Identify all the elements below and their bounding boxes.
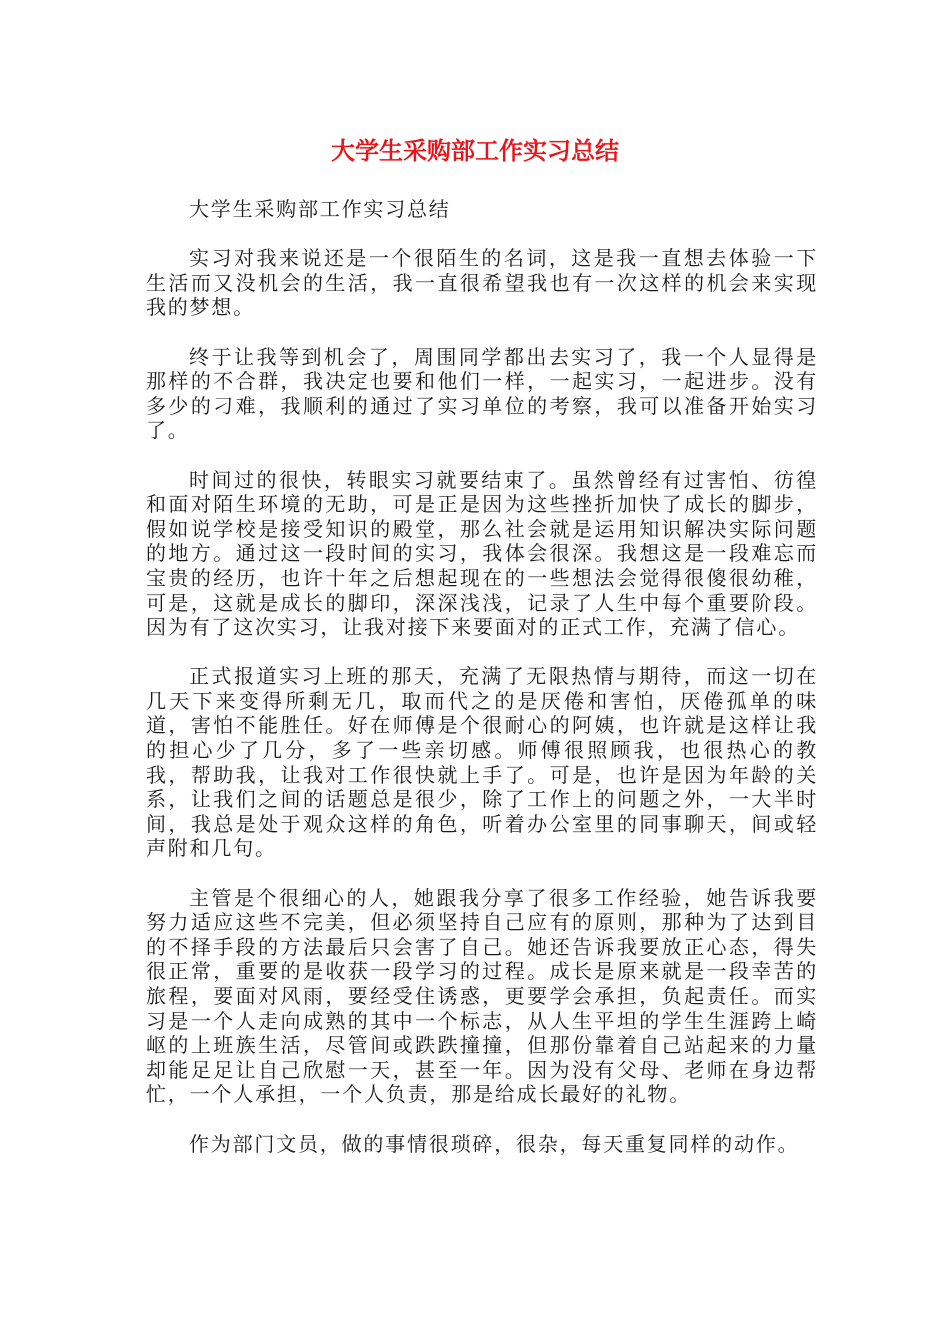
paragraph-5: 主管是个很细心的人，她跟我分享了很多工作经验，她告诉我要努力适应这些不完美，但必须坚持自己应有的原则，那种为了达到目的不择手段的方法最后只会害了自己。她还告诉我要放正心态，得失很正常，重要的是收获一段学习的过程。成长是原来就是一段幸苦的旅程，要面对风雨，要经受住诱惑，更要学会承担，负起责任。而实习是一个人走向成熟的其中一个标志，从人生平坦的学生生涯跨上崎岖的上班族生活，尽管间或跌跌撞撞，但那份靠着自己站起来的力量却能足足让自己欣慰一天，甚至一年。因为没有父母、老师在身边帮忙，一个人承担，一个人负责，那是给成长最好的礼物。 bbox=[146, 885, 818, 1107]
paragraph-3: 时间过的很快，转眼实习就要结束了。虽然曾经有过害怕、彷徨和面对陌生环境的无助，可是正是因为这些挫折加快了成长的脚步，假如说学校是接受知识的殿堂，那么社会就是运用知识解决实际问题的地方。通过这一段时间的实习，我体会很深。我想这是一段难忘而宝贵的经历，也许十年之后想起现在的一些想法会觉得很傻很幼稚，可是，这就是成长的脚印，深深浅浅，记录了人生中每个重要阶段。因为有了这次实习，让我对接下来要面对的正式工作，充满了信心。 bbox=[146, 467, 818, 640]
document-title: 大学生采购部工作实习总结 bbox=[331, 137, 619, 165]
paragraph-1: 实习对我来说还是一个很陌生的名词，这是我一直想去体验一下生活而又没机会的生活，我一直很希望我也有一次这样的机会来实现我的梦想。 bbox=[146, 246, 818, 320]
paragraph-subtitle: 大学生采购部工作实习总结 bbox=[189, 197, 451, 221]
paragraph-6: 作为部门文员，做的事情很琐碎，很杂，每天重复同样的动作。 bbox=[189, 1131, 800, 1156]
document-body bbox=[146, 197, 818, 1181]
paragraph-2: 终于让我等到机会了，周围同学都出去实习了，我一个人显得是那样的不合群，我决定也要和他们一样，一起实习，一起进步。没有多少的刁难，我顺利的通过了实习单位的考察，我可以准备开始实习了。 bbox=[146, 344, 818, 443]
paragraph-4: 正式报道实习上班的那天，充满了无限热情与期待，而这一切在几天下来变得所剩无几，取而代之的是厌倦和害怕，厌倦孤单的味道，害怕不能胜任。好在师傅是个很耐心的阿姨，也许就是这样让我的担心少了几分，多了一些亲切感。师傅很照顾我，也很热心的教我，帮助我，让我对工作很快就上手了。可是，也许是因为年龄的关系，让我们之间的话题总是很少，除了工作上的问题之外，一大半时间，我总是处于观众这样的角色，听着办公室里的同事聊天，间或轻声附和几句。 bbox=[146, 664, 818, 861]
